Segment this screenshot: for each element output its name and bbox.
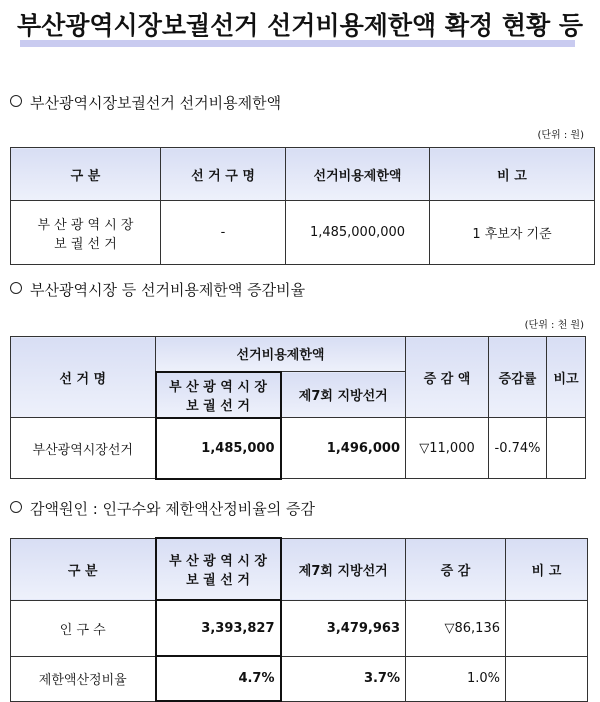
circle-bullet-icon: [10, 282, 22, 294]
cell-note: 1 후보자 기준: [430, 201, 595, 265]
cell-text: 부 산 광 역 시 장: [37, 217, 134, 233]
cell-b: 1,496,000: [281, 418, 406, 479]
table-row: [11, 418, 586, 479]
cause-table: [10, 537, 588, 702]
cell-rate: -0.74%: [489, 418, 547, 479]
cell-category: [11, 201, 161, 265]
header-col-a: [156, 372, 281, 418]
cell-text: 부 산 광 역 시 장: [169, 554, 267, 569]
unit-label: (단위 : 원): [537, 130, 584, 141]
cell-text: 보 궐 선 거: [186, 573, 250, 588]
header-note: 비 고: [430, 148, 595, 201]
circle-bullet-icon: [10, 95, 22, 107]
cell-a: 4.7%: [156, 656, 281, 701]
cell-category: 인 구 수: [11, 600, 156, 656]
table-header-row: [11, 538, 588, 600]
section-heading-1: [10, 92, 281, 113]
unit-label: (단위 : 천 원): [524, 320, 584, 331]
section-heading-text: 감액원인 : 인구수와 제한액산정비율의 증감: [30, 500, 315, 518]
cell-text: 보 궐 선 거: [186, 398, 250, 414]
table-header-row: [11, 148, 595, 201]
header-rate: 증감률: [489, 337, 547, 418]
cell-category: 제한액산정비율: [11, 656, 156, 701]
cell-a: 3,393,827: [156, 600, 281, 656]
header-district: 선 거 구 명: [161, 148, 286, 201]
section-heading-text: 부산광역시장보궐선거 선거비용제한액: [30, 94, 282, 112]
cell-diff: 1.0%: [406, 656, 506, 701]
section-heading-2: [10, 279, 305, 300]
ratio-table: [10, 336, 586, 480]
header-diff: 증 감: [406, 538, 506, 600]
header-a: [156, 538, 281, 600]
cell-district: -: [161, 201, 286, 265]
cell-b: 3.7%: [281, 656, 406, 701]
header-col-b: 제7회 지방선거: [281, 372, 406, 418]
section-heading-text: 부산광역시장 등 선거비용제한액 증감비율: [30, 281, 306, 299]
cell-note: [547, 418, 586, 479]
circle-bullet-icon: [10, 501, 22, 513]
page-title: 부산광역시장보궐선거 선거비용제한액 확정 현황 등: [16, 11, 584, 40]
cell-note: [506, 656, 588, 701]
cell-text: 부 산 광 역 시 장: [169, 379, 267, 395]
table-row: [11, 600, 588, 656]
table-header-row: [11, 337, 586, 372]
title-underline: [20, 40, 575, 47]
cell-note: [506, 600, 588, 656]
cell-b: 3,479,963: [281, 600, 406, 656]
table-row: [11, 201, 595, 265]
header-limit: 선거비용제한액: [286, 148, 430, 201]
cell-limit: 1,485,000,000: [286, 201, 430, 265]
cell-diff: ▽11,000: [406, 418, 489, 479]
limit-table: [10, 147, 595, 265]
cell-name: 부산광역시장선거: [11, 418, 156, 479]
header-note: 비고: [547, 337, 586, 418]
header-b: 제7회 지방선거: [281, 538, 406, 600]
header-category: 구 분: [11, 538, 156, 600]
cell-text: 보 궐 선 거: [54, 236, 117, 252]
section-heading-3: [10, 498, 315, 519]
header-group: 선거비용제한액: [156, 337, 406, 372]
header-name: 선 거 명: [11, 337, 156, 418]
header-diff: 증 감 액: [406, 337, 489, 418]
header-note: 비 고: [506, 538, 588, 600]
cell-a: 1,485,000: [156, 418, 281, 479]
table-row: [11, 656, 588, 701]
header-category: 구 분: [11, 148, 161, 201]
cell-diff: ▽86,136: [406, 600, 506, 656]
